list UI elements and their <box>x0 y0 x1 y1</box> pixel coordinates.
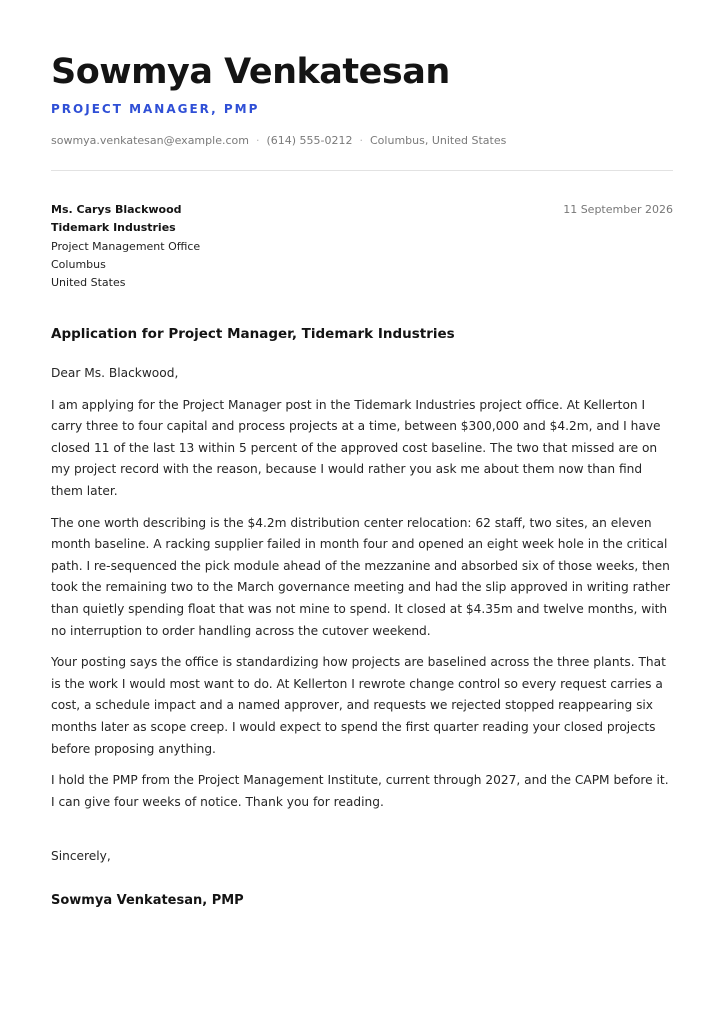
phone-number[interactable]: (614) 555-0212 <box>266 134 353 147</box>
recipient-country: United States <box>51 276 126 290</box>
letter-subject: Application for Project Manager, Tidemark Industries <box>51 326 455 342</box>
recipient-department: Project Management Office <box>51 239 201 253</box>
recipient-company: Tidemark Industries <box>51 221 176 235</box>
location: Columbus, United States <box>370 134 507 147</box>
body-paragraph: I hold the PMP from the Project Management Institute, current through 2027, and the CAPM before it. I can give four weeks of notice. Thank you for reading. <box>51 773 669 809</box>
recipient-name: Ms. Carys Blackwood <box>51 203 182 216</box>
letter-date: 11 September 2026 <box>563 203 673 216</box>
body-paragraph: I am applying for the Project Manager post in the Tidemark Industries project office. At Kellerton I carry three to four capital and process projects at a time, between $300,000 and $4.2m, and I have closed 11 of the last 13 within 5 percent of the approved cost baseline. The two that missed are on my project record with the reason, because I would rather you ask me about them now than find them later. <box>51 397 661 498</box>
body-paragraph: Your posting says the office is standardizing how projects are baselined across the three plants. That is the work I would most want to do. At Kellerton I rewrote change control so every request carries a cost, a schedule impact and a named approver, and requests we rejected stopped reappearing six months later as scope creep. I would expect to spend the first quarter reading your closed projects before proposing anything. <box>51 655 666 756</box>
header-divider <box>51 170 673 171</box>
letter-body <box>51 363 673 823</box>
closing: Sincerely, <box>51 849 111 863</box>
applicant-role: PROJECT MANAGER, PMP <box>51 102 260 116</box>
signature-name: Sowmya Venkatesan, PMP <box>51 893 244 908</box>
recipient-city: Columbus <box>51 257 106 271</box>
body-paragraph: The one worth describing is the $4.2m distribution center relocation: 62 staff, two sites, an eleven month baseline. A racking supplier failed in month four and opened an eight week hole in the critical path. I re-sequenced the pick module ahead of the mezzanine and absorbed six of those weeks, then took the remaining two to the March governance meeting and had the slip approved in writing rather than quietly spending float that was not mine to spend. It closed at $4.35m and twelve months, with no interruption to order handling across the cutover weekend. <box>51 515 671 638</box>
contact-separator: · <box>255 134 260 147</box>
applicant-name: Sowmya Venkatesan <box>51 52 450 92</box>
email-link[interactable]: sowmya.venkatesan@example.com <box>51 134 249 147</box>
contact-line <box>51 133 506 149</box>
recipient-block <box>51 201 200 292</box>
contact-separator: · <box>359 134 363 147</box>
salutation: Dear Ms. Blackwood, <box>51 366 179 380</box>
